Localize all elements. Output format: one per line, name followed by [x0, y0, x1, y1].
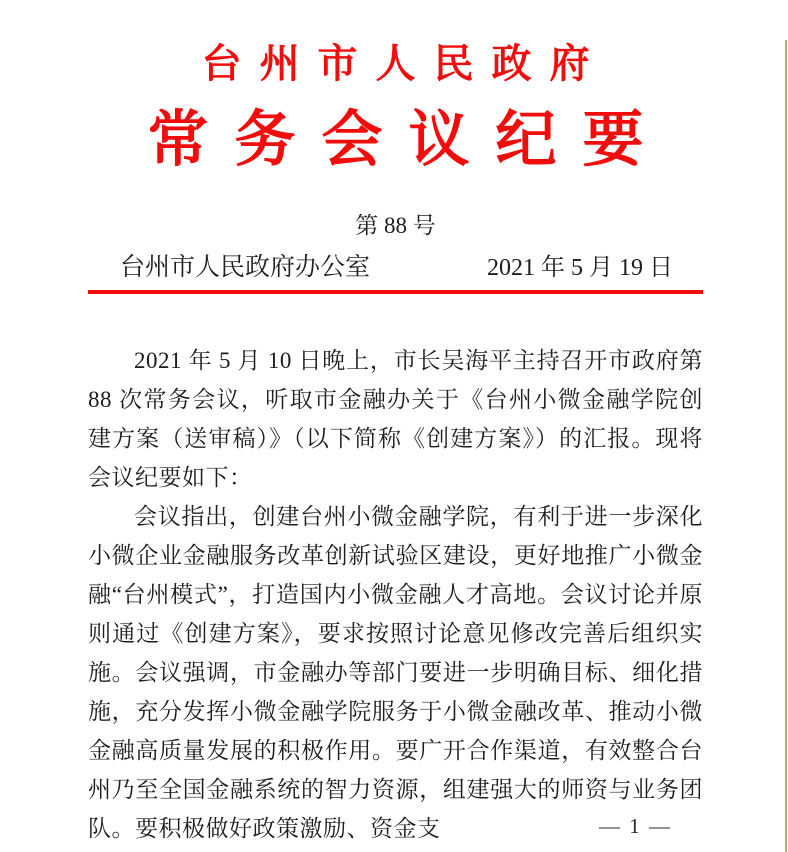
document-page: [0, 40, 788, 852]
scan-edge-line: [785, 40, 787, 852]
document-title: 常务会议纪要: [147, 107, 670, 174]
document-number: 第 88 号: [355, 213, 436, 238]
document-content: [88, 40, 703, 848]
page-number: — 1 —: [599, 814, 672, 838]
document-body: [88, 341, 703, 848]
org-name-title: 台州市人民政府: [201, 41, 608, 86]
red-divider-line: [88, 290, 703, 294]
paragraph-intro: 2021 年 5 月 10 日晚上，市长吴海平主持召开市政府第 88 次常务会议，听取市金融办关于《台州小微金融学院创建方案（送审稿）》（以下简称《创建方案》）的汇报。现将会议纪要如下：: [88, 348, 703, 490]
document-header: [88, 40, 703, 294]
issuing-office: 台州市人民政府办公室: [120, 254, 371, 281]
meta-row: [88, 254, 703, 282]
paragraph-meeting-points: 会议指出，创建台州小微金融学院，有利于进一步深化小微企业金融服务改革创新试验区建设，更好地推广小微金融“台州模式”，打造国内小微金融人才高地。会议讨论并原则通过《创建方案》，要求按照讨论意见修改完善后组织实施。会议强调，市金融办等部门要进一步明确目标、细化措施，充分发挥小微金融学院服务于小微金融改革、推动小微金融高质量发展的积极作用。要广开合作渠道，有效整合台州乃至全国金融系统的智力资源，组建强大的师资与业务团队。要积极做好政策激励、资金支: [88, 504, 703, 841]
issue-date: 2021 年 5 月 19 日: [487, 255, 673, 281]
